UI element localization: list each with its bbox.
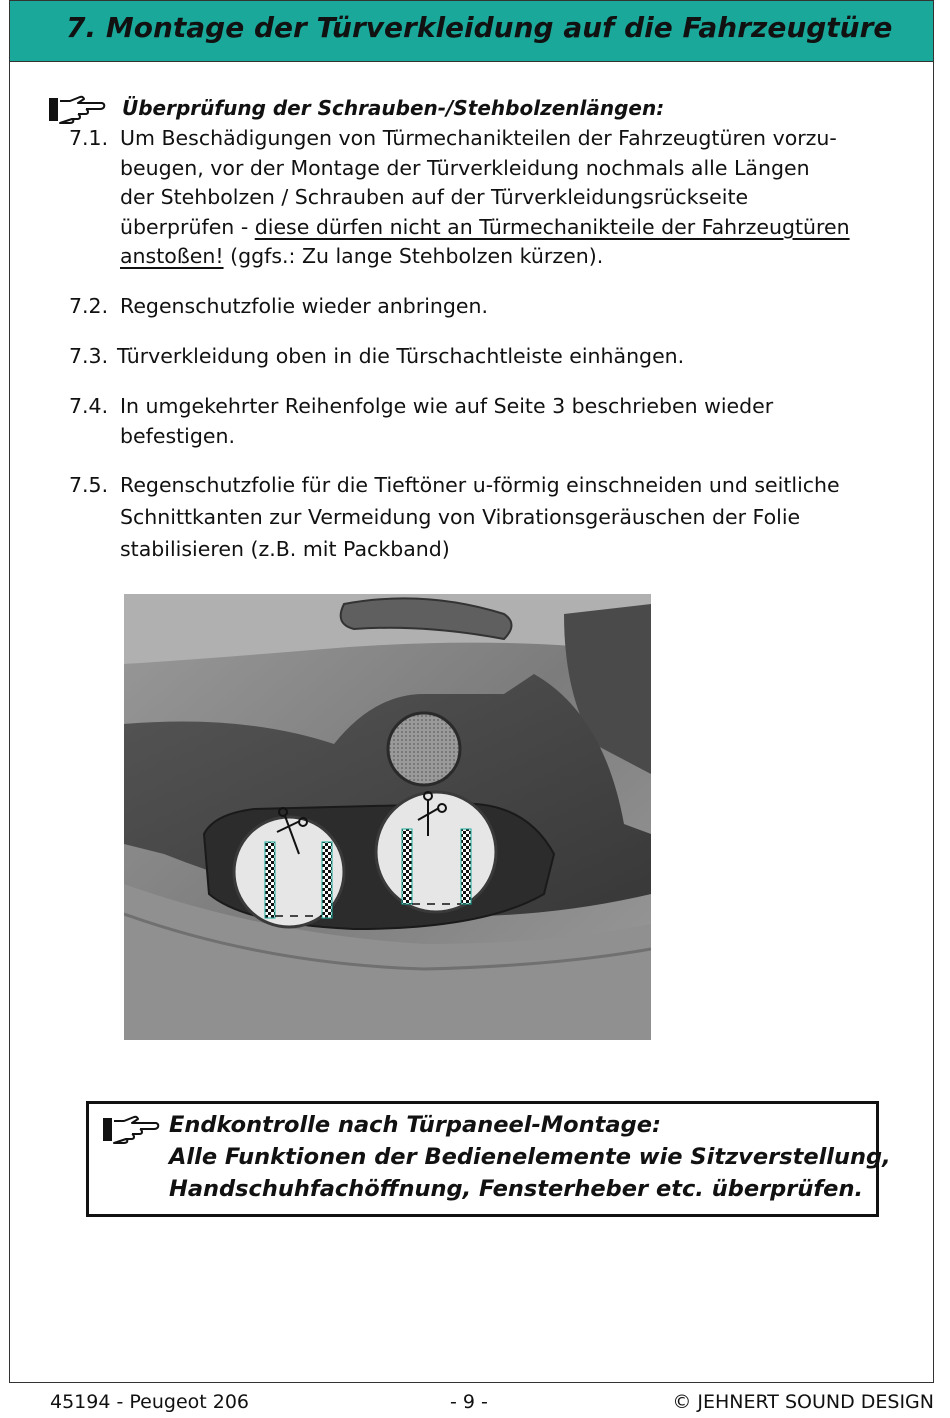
warning-underlined-text: anstoßen!	[120, 244, 224, 268]
pointing-hand-icon	[102, 1115, 160, 1145]
note-line: Handschuhfachöffnung, Fensterheber etc. überprüfen.	[169, 1176, 864, 1202]
footer-copyright: © JEHNERT SOUND DESIGN	[672, 1391, 934, 1413]
footer-document-id: 45194 - Peugeot 206	[50, 1391, 250, 1413]
footer-page-number: - 9 -	[450, 1391, 488, 1413]
warning-underlined-text: diese dürfen nicht an Türmechanikteile der Fahrzeugtüren	[254, 214, 850, 239]
woofer-cutout-left	[234, 817, 344, 927]
note-line: Endkontrolle nach Türpaneel-Montage:	[169, 1112, 661, 1138]
step-text-line	[120, 213, 850, 243]
step-number: 7.3.	[69, 344, 109, 368]
step-number: 7.4.	[69, 394, 109, 418]
step-number: 7.1.	[69, 126, 109, 150]
check-heading: Überprüfung der Schrauben-/Stehbolzenlängen:	[122, 96, 665, 120]
section-header	[9, 0, 934, 62]
step-text-plain: (ggfs.: Zu lange Stehbolzen kürzen).	[223, 244, 604, 268]
step-7-5	[69, 471, 909, 566]
note-text	[169, 1109, 891, 1205]
step-text-line: Schnittkanten zur Vermeidung von Vibrationsgeräuschen der Folie	[120, 505, 801, 529]
page-title: 7. Montage der Türverkleidung auf die Fahrzeugtüre	[66, 11, 893, 44]
step-text-line: Regenschutzfolie wieder anbringen.	[120, 294, 489, 318]
step-text-line: stabilisieren (z.B. mit Packband)	[120, 537, 450, 561]
step-text-line: befestigen.	[120, 423, 236, 448]
step-text-line: Türverkleidung oben in die Türschachtleiste einhängen.	[117, 344, 685, 368]
step-number: 7.5.	[69, 473, 109, 497]
step-text-line: Um Beschädigungen von Türmechanikteilen der Fahrzeugtüren vorzu-	[120, 126, 837, 150]
step-text-line: beugen, vor der Montage der Türverkleidung nochmals alle Längen	[120, 155, 810, 180]
step-text-line: In umgekehrter Reihenfolge wie auf Seite 3 beschrieben wieder	[120, 394, 774, 418]
pointing-hand-icon	[48, 95, 106, 125]
note-line: Alle Funktionen der Bedienelemente wie Sitzverstellung,	[169, 1144, 891, 1170]
step-text-line: Regenschutzfolie für die Tieftöner u-förmig einschneiden und seitliche	[120, 473, 840, 497]
step-7-2	[69, 292, 909, 322]
step-text-line: der Stehbolzen / Schrauben auf der Türverkleidungsrückseite	[120, 185, 749, 209]
final-check-note	[86, 1101, 891, 1217]
step-number: 7.2.	[69, 294, 109, 318]
step-7-1	[69, 124, 909, 274]
step-text-plain: überprüfen -	[120, 214, 255, 239]
step-7-3	[69, 342, 909, 372]
door-panel-photo	[124, 594, 651, 1040]
step-7-4	[69, 392, 909, 452]
step-text-line	[120, 242, 603, 272]
